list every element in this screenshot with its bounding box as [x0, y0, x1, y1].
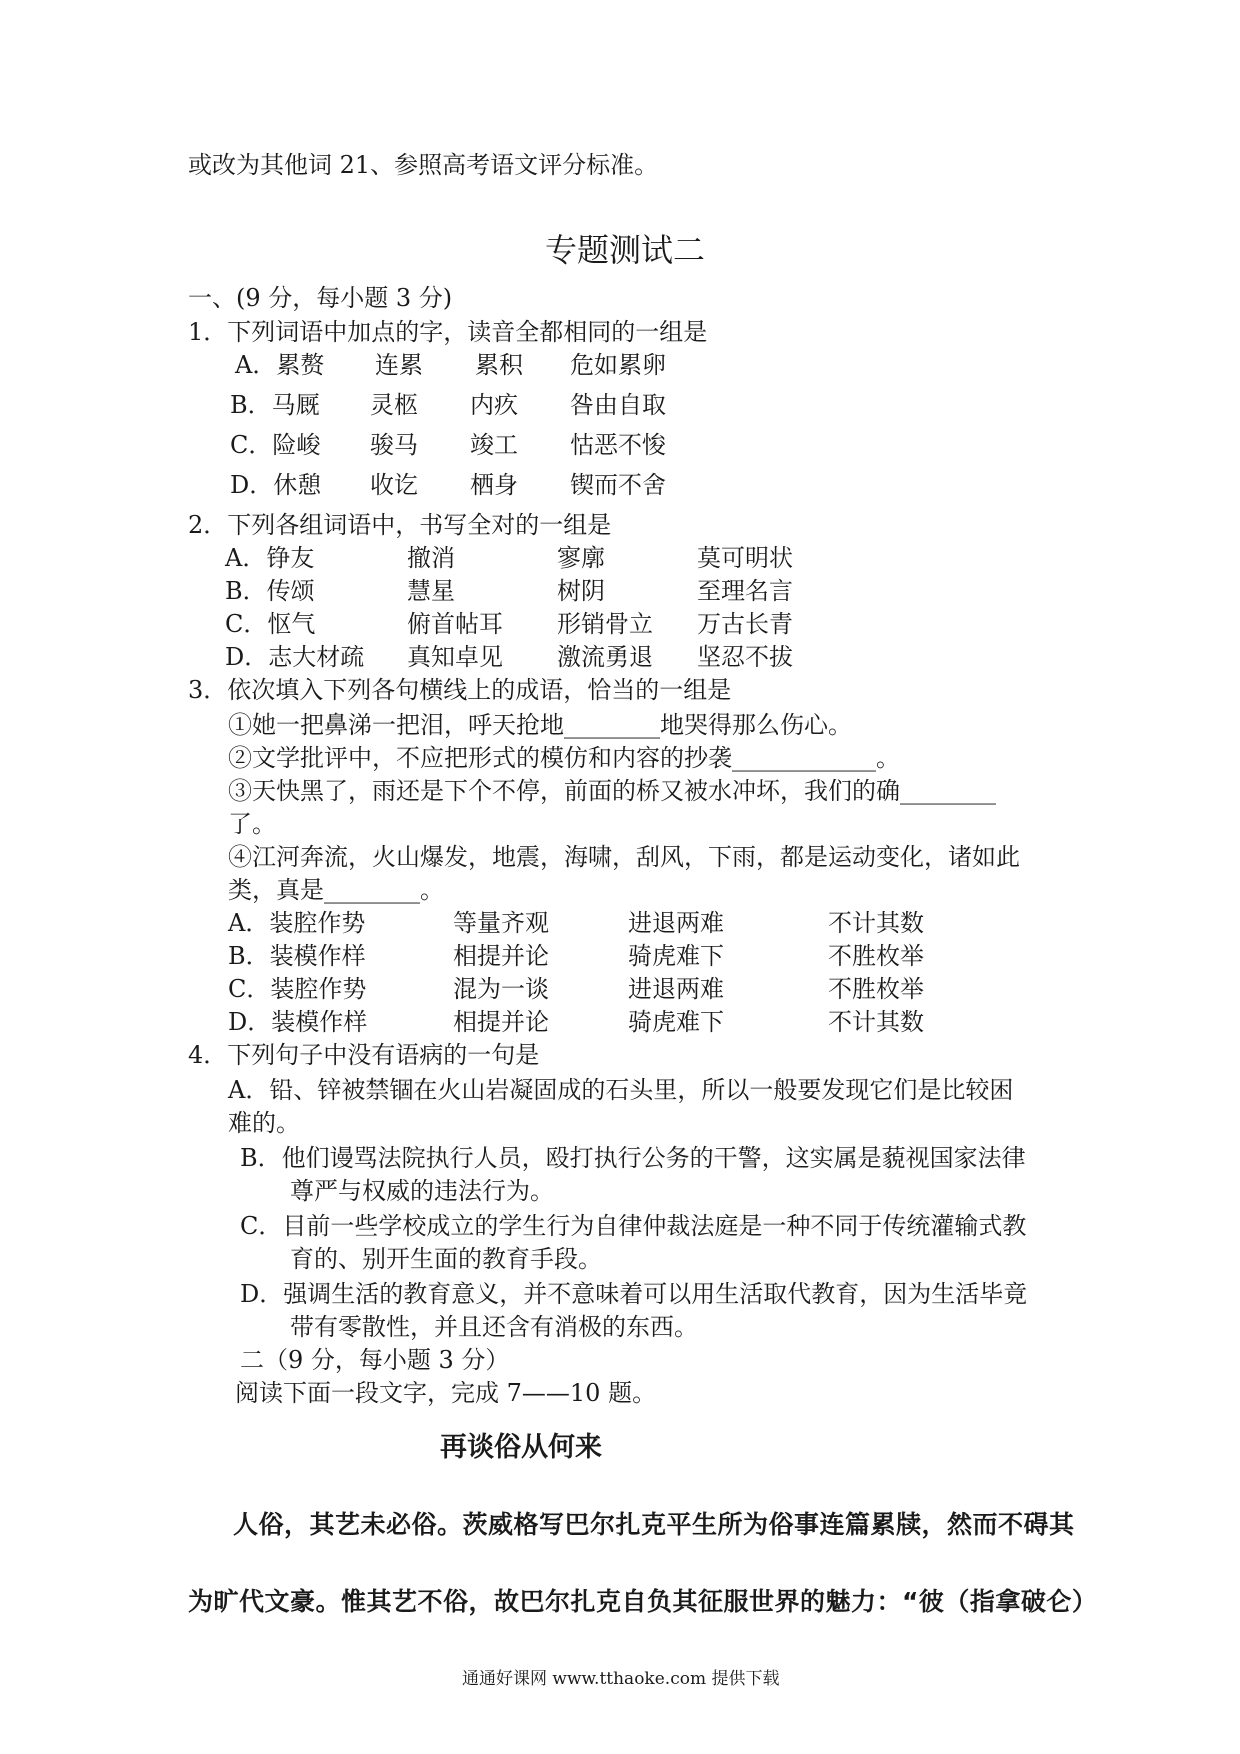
option-word: 栖身 [470, 471, 518, 499]
option-word: 累积 [475, 351, 523, 379]
option-label: A．装腔作势 [228, 909, 366, 937]
q4-option-a-cont: 难的。 [228, 1109, 300, 1137]
section2-instruction: 阅读下面一段文字，完成 7——10 题。 [235, 1379, 657, 1407]
option-word: 进退两难 [628, 909, 724, 937]
q3-sentence-3-cont: 了。 [228, 810, 276, 838]
option-word: 混为一谈 [453, 975, 549, 1003]
q1-stem: 1．下列词语中加点的字，读音全都相同的一组是 [188, 318, 708, 346]
option-label: D．志大材疏 [225, 643, 365, 671]
option-word: 不计其数 [828, 1008, 924, 1036]
option-word: 收讫 [370, 471, 418, 499]
option-label: B．装模作样 [228, 942, 366, 970]
option-word: 不计其数 [828, 909, 924, 937]
intro-line: 或改为其他词 21、参照高考语文评分标准。 [188, 151, 659, 179]
option-word: 不胜枚举 [828, 975, 924, 1003]
article-paragraph-line-1: 人俗，其艺未必俗。茨威格写巴尔扎克平生所为俗事连篇累牍，然而不碍其 [233, 1510, 1075, 1539]
article-title: 再谈俗从何来 [440, 1432, 602, 1463]
option-word: 慧星 [407, 577, 455, 605]
option-label: C．险峻 [230, 431, 321, 459]
option-word: 相提并论 [453, 1008, 549, 1036]
option-word: 激流勇退 [557, 643, 653, 671]
option-word: 竣工 [470, 431, 518, 459]
option-label: B．传颂 [225, 577, 315, 605]
option-word: 等量齐观 [453, 909, 549, 937]
option-word: 骏马 [370, 431, 418, 459]
q4-option-b-cont: 尊严与权威的违法行为。 [290, 1177, 554, 1205]
option-word: 相提并论 [453, 942, 549, 970]
option-word: 骑虎难下 [628, 942, 724, 970]
q3-sentence-3: ③天快黑了，雨还是下个不停，前面的桥又被水冲坏，我们的确________ [228, 777, 996, 805]
option-word: 寥廓 [557, 544, 605, 572]
article-paragraph-line-2: 为旷代文豪。惟其艺不俗，故巴尔扎克自负其征服世界的魅力：“彼（指拿破仑） [188, 1587, 1098, 1616]
q2-stem: 2．下列各组词语中，书写全对的一组是 [188, 511, 612, 539]
q3-sentence-2: ②文学批评中，不应把形式的模仿和内容的抄袭____________。 [228, 744, 900, 772]
option-word: 树阴 [557, 577, 605, 605]
option-label: C．装腔作势 [228, 975, 367, 1003]
q4-option-c-cont: 育的、别开生面的教育手段。 [290, 1245, 602, 1273]
option-word: 内疚 [470, 391, 518, 419]
option-word: 灵柩 [370, 391, 418, 419]
option-word: 咎由自取 [570, 391, 666, 419]
option-label: A．铮友 [225, 544, 315, 572]
q4-option-d: D．强调生活的教育意义，并不意味着可以用生活取代教育，因为生活毕竟 [240, 1280, 1028, 1308]
option-label: D．装模作样 [228, 1008, 368, 1036]
option-word: 锲而不舍 [570, 471, 666, 499]
q3-sentence-4: ④江河奔流，火山爆发，地震，海啸，刮风，下雨，都是运动变化，诸如此 [228, 843, 1020, 871]
q4-option-c: C．目前一些学校成立的学生行为自律仲裁法庭是一种不同于传统灌输式教 [240, 1212, 1027, 1240]
option-label: A．累赘 [235, 351, 325, 379]
option-word: 万古长青 [697, 610, 793, 638]
q4-option-b: B．他们谩骂法院执行人员，殴打执行公务的干警，这实属是藐视国家法律 [240, 1144, 1026, 1172]
page-title: 专题测试二 [545, 231, 706, 269]
q3-sentence-1: ①她一把鼻涕一把泪，呼天抢地________地哭得那么伤心。 [228, 711, 852, 739]
option-word: 坚忍不拔 [697, 643, 793, 671]
q4-option-a: A．铅、锌被禁锢在火山岩凝固成的石头里，所以一般要发现它们是比较困 [228, 1076, 1014, 1104]
option-word: 怙恶不悛 [570, 431, 666, 459]
option-word: 不胜枚举 [828, 942, 924, 970]
q3-stem: 3．依次填入下列各句横线上的成语，恰当的一组是 [188, 676, 732, 704]
section2-header: 二（9 分，每小题 3 分） [240, 1346, 510, 1374]
option-word: 至理名言 [697, 577, 793, 605]
option-word: 连累 [375, 351, 423, 379]
footer-credit: 通通好课网 www.tthaoke.com 提供下载 [462, 1669, 780, 1689]
option-word: 骑虎难下 [628, 1008, 724, 1036]
option-word: 进退两难 [628, 975, 724, 1003]
option-word: 莫可明状 [697, 544, 793, 572]
option-label: C．怄气 [225, 610, 316, 638]
q3-sentence-4-cont: 类，真是________。 [228, 876, 444, 904]
section1-header: 一、(9 分，每小题 3 分) [188, 284, 453, 312]
option-word: 危如累卵 [570, 351, 666, 379]
q4-stem: 4．下列句子中没有语病的一句是 [188, 1041, 540, 1069]
option-word: 俯首帖耳 [407, 610, 503, 638]
option-word: 形销骨立 [557, 610, 653, 638]
option-word: 撤消 [407, 544, 455, 572]
option-word: 真知卓见 [407, 643, 503, 671]
option-label: D．休憩 [230, 471, 322, 499]
option-label: B．马厩 [230, 391, 320, 419]
q4-option-d-cont: 带有零散性，并且还含有消极的东西。 [290, 1313, 698, 1341]
